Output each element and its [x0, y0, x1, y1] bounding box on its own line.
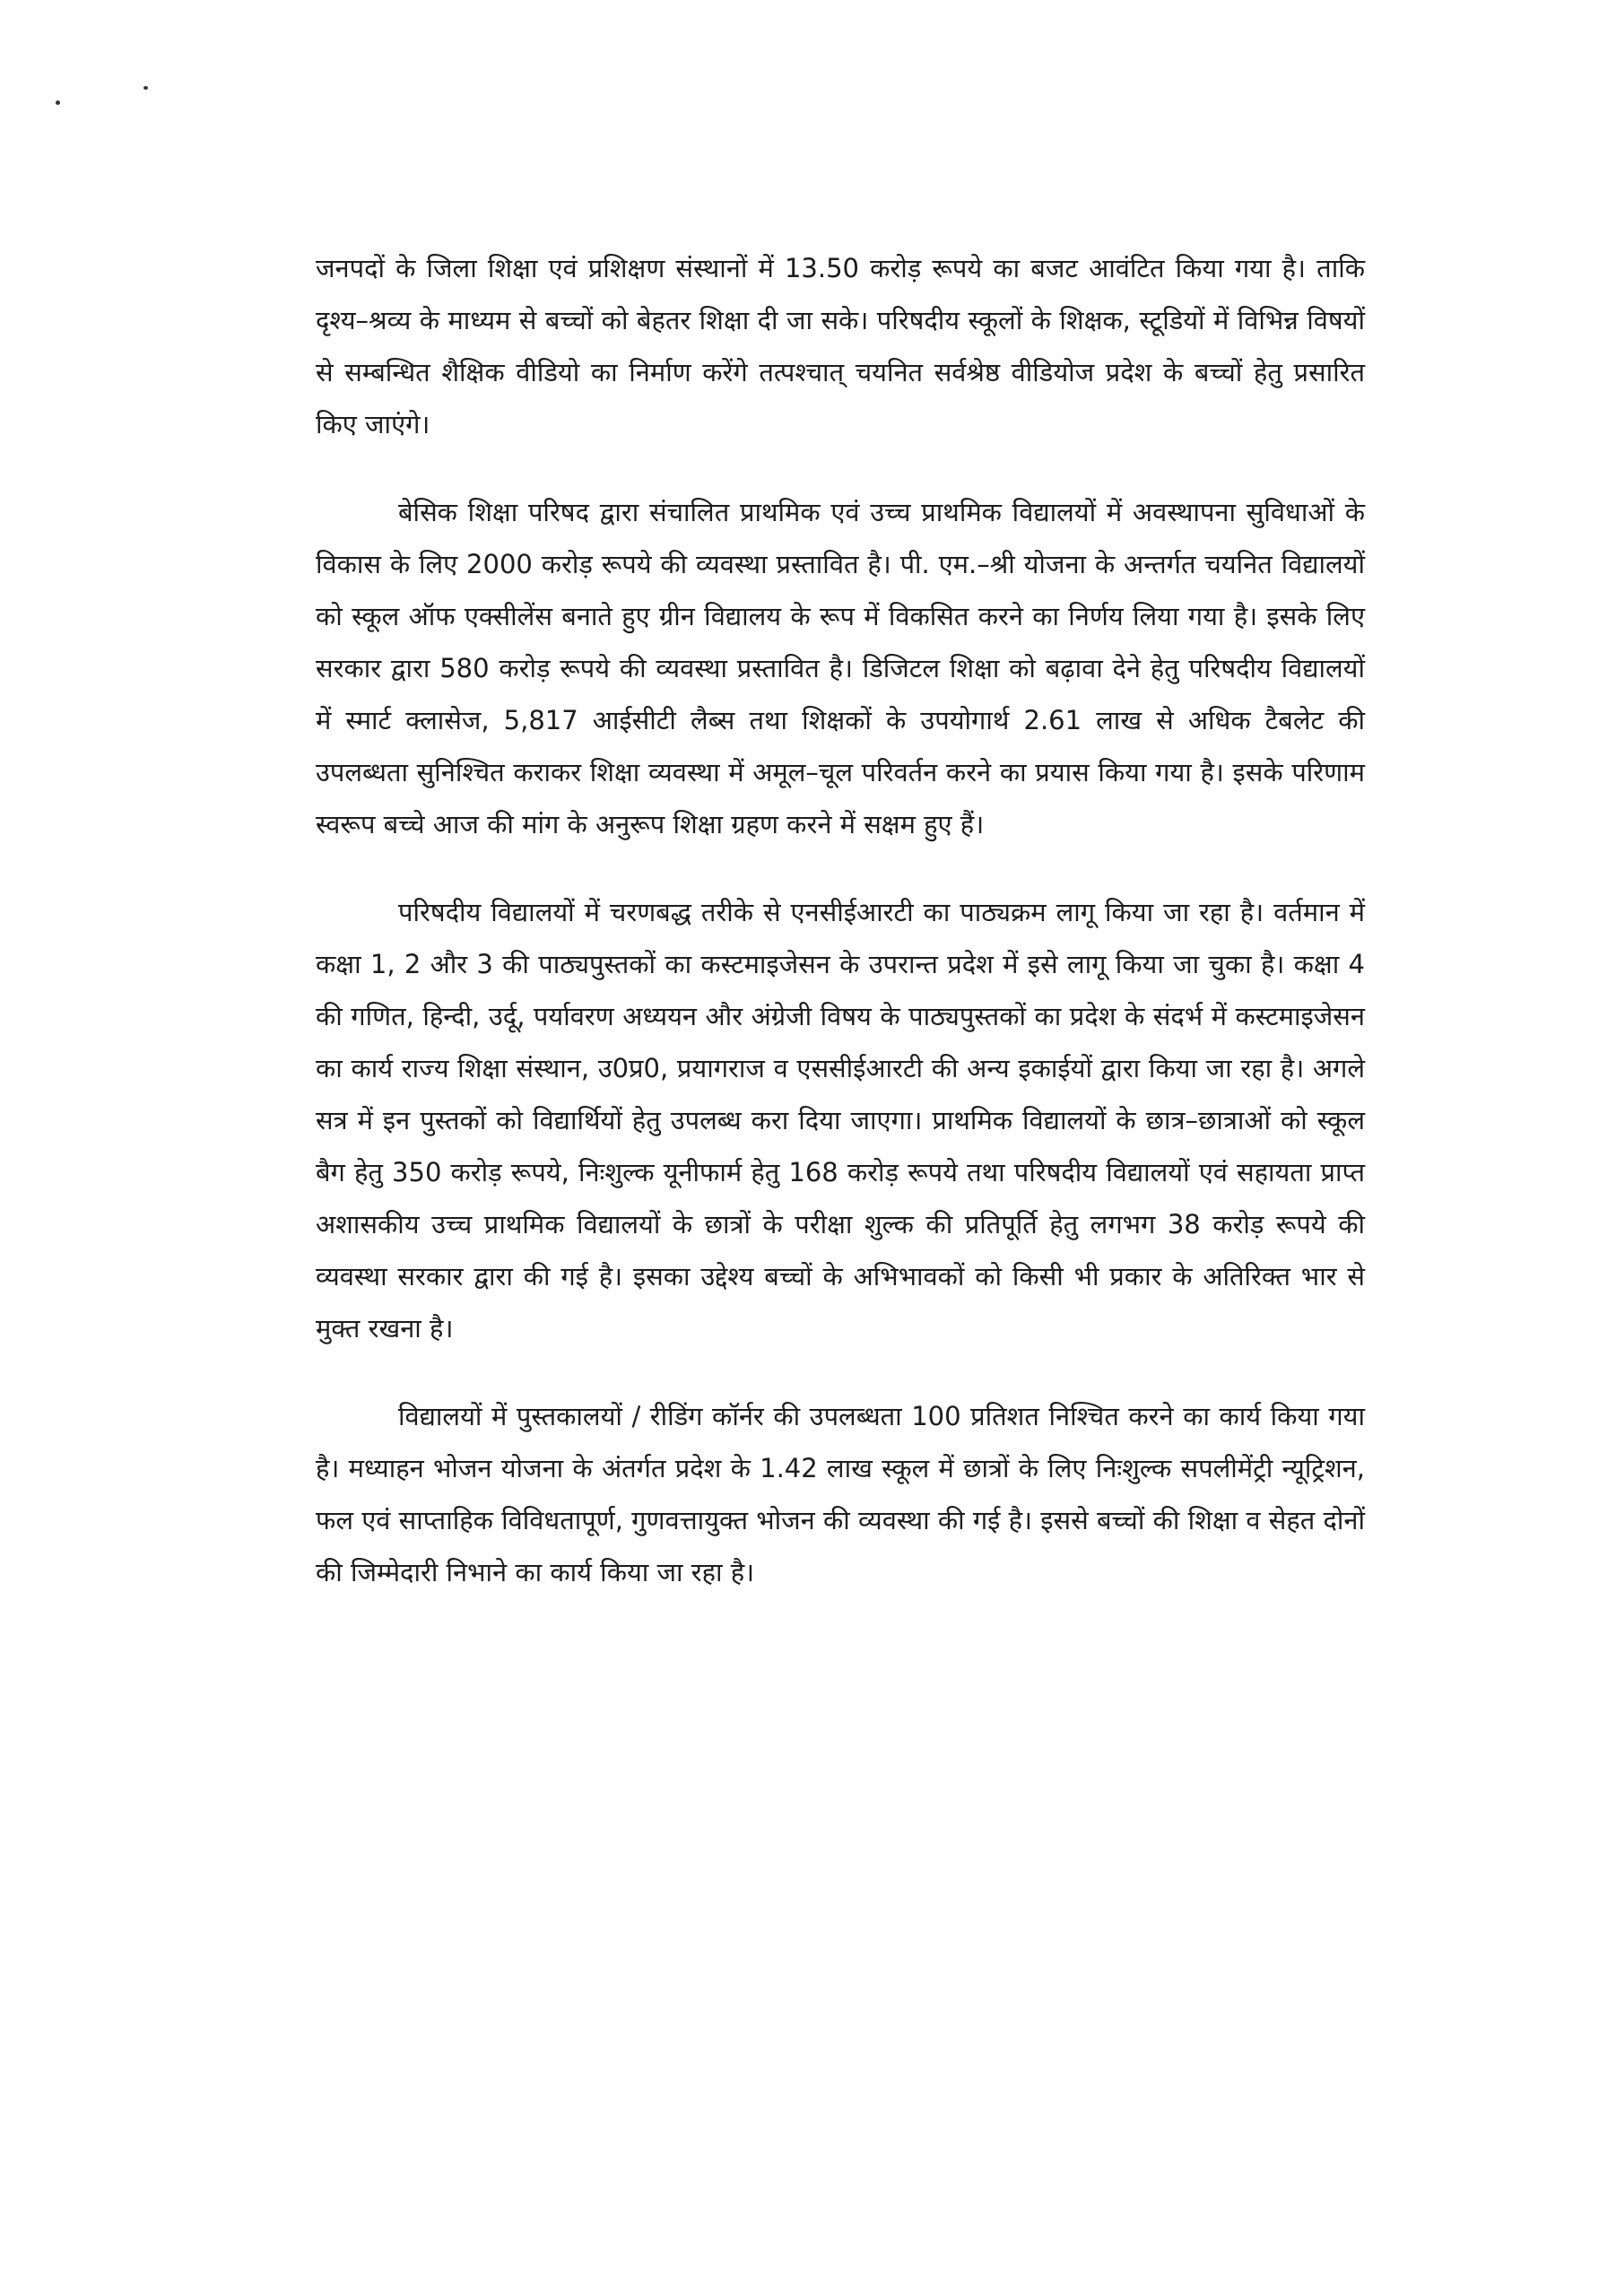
scan-speck — [56, 100, 60, 105]
paragraph-diet-budget: जनपदों के जिला शिक्षा एवं प्रशिक्षण संस्थानों में 13.50 करोड़ रूपये का बजट आवंटित किया गया है। ताकि दृश्य–श्रव्य के माध्यम से बच्चों को बेहतर शिक्षा दी जा सके। परिषदीय स्कूलों के शिक्षक, स्टूडियों में विभिन्न विषयों से सम्बन्धित शैक्षिक वीडियो का निर्माण करेंगे तत्पश्चात् चयनित सर्वश्रेष्ठ वीडियोज प्रदेश के बच्चों हेतु प्रसारित किए जाएंगे। — [316, 253, 1365, 439]
paragraph-libraries-midday-meal: विद्यालयों में पुस्तकालयों / रीडिंग कॉर्नर की उपलब्धता 100 प्रतिशत निश्चित करने का कार्य किया गया है। मध्याहन भोजन योजना के अंतर्गत प्रदेश के 1.42 लाख स्कूल में छात्रों के लिए निःशुल्क सपलीमेंट्री न्यूट्रिशन, फल एवं साप्ताहिक विविधतापूर्ण, गुणवत्तायुक्त भोजन की व्यवस्था की गई है। इससे बच्चों की शिक्षा व सेहत दोनों की जिम्मेदारी निभाने का कार्य किया जा रहा है। — [316, 1401, 1365, 1587]
document-body — [316, 242, 1365, 1598]
paragraph-ncert-curriculum: परिषदीय विद्यालयों में चरणबद्ध तरीके से एनसीईआरटी का पाठ्यक्रम लागू किया जा रहा है। वर्तमान में कक्षा 1, 2 और 3 की पाठ्यपुस्तकों का कस्टमाइजेसन के उपरान्त प्रदेश में इसे लागू किया जा चुका है। कक्षा 4 की गणित, हिन्दी, उर्दू, पर्यावरण अध्ययन और अंग्रेजी विषय के पाठ्यपुस्तकों का प्रदेश के संदर्भ में कस्टमाइजेसन का कार्य राज्य शिक्षा संस्थान, उ0प्र0, प्रयागराज व एससीईआरटी की अन्य इकाईयों द्वारा किया जा रहा है। अगले सत्र में इन पुस्तकों को विद्यार्थियों हेतु उपलब्ध करा दिया जाएगा। प्राथमिक विद्यालयों के छात्र–छात्राओं को स्कूल बैग हेतु 350 करोड़ रूपये, निःशुल्क यूनीफार्म हेतु 168 करोड़ रूपये तथा परिषदीय विद्यालयों एवं सहायता प्राप्त अशासकीय उच्च प्राथमिक विद्यालयों के छात्रों के परीक्षा शुल्क की प्रतिपूर्ति हेतु लगभग 38 करोड़ रूपये की व्यवस्था सरकार द्वारा की गई है। इसका उद्देश्य बच्चों के अभिभावकों को किसी भी प्रकार के अतिरिक्त भार से मुक्त रखना है। — [316, 897, 1365, 1344]
scan-speck — [143, 86, 148, 90]
paragraph-infrastructure: बेसिक शिक्षा परिषद द्वारा संचालित प्राथमिक एवं उच्च प्राथमिक विद्यालयों में अवस्थापना सुविधाओं के विकास के लिए 2000 करोड़ रूपये की व्यवस्था प्रस्तावित है। पी. एम.–श्री योजना के अन्तर्गत चयनित विद्यालयों को स्कूल ऑफ एक्सीलेंस बनाते हुए ग्रीन विद्यालय के रूप में विकसित करने का निर्णय लिया गया है। इसके लिए सरकार द्वारा 580 करोड़ रूपये की व्यवस्था प्रस्तावित है। डिजिटल शिक्षा को बढ़ावा देने हेतु परिषदीय विद्यालयों में स्मार्ट क्लासेज, 5,817 आईसीटी लैब्स तथा शिक्षकों के उपयोगार्थ 2.61 लाख से अधिक टैबलेट की उपलब्धता सुनिश्चित कराकर शिक्षा व्यवस्था में अमूल–चूल परिवर्तन करने का प्रयास किया गया है। इसके परिणाम स्वरूप बच्चे आज की मांग के अनुरूप शिक्षा ग्रहण करने में सक्षम हुए हैं। — [316, 497, 1365, 839]
